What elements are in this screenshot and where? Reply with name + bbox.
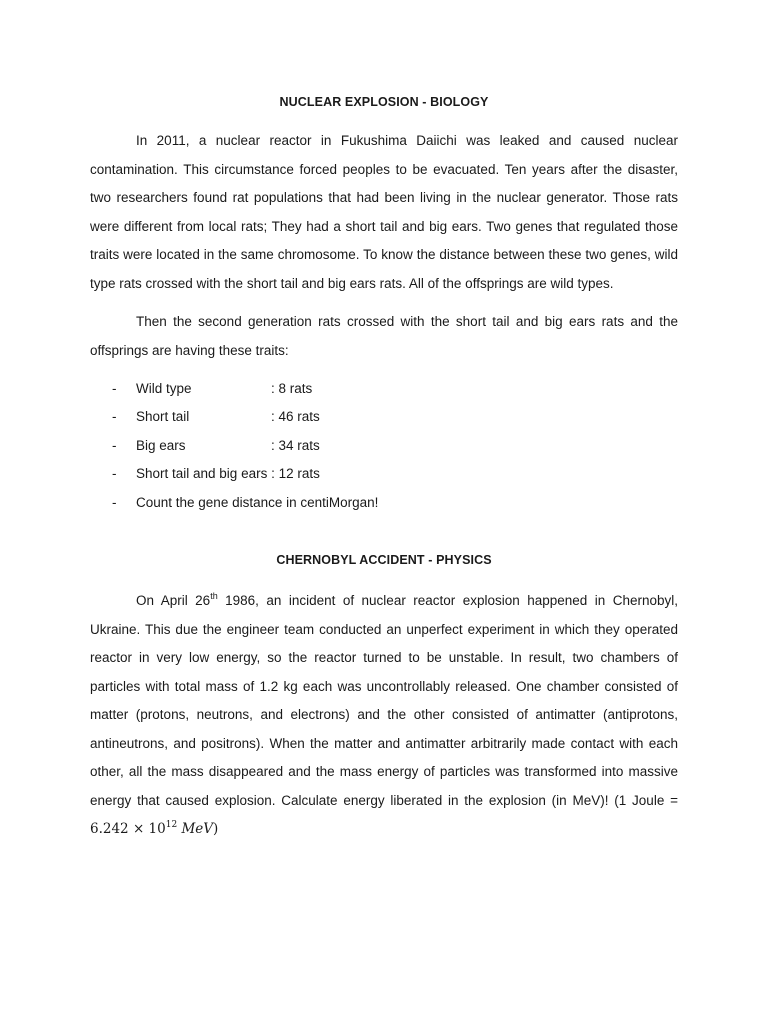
list-item	[90, 432, 678, 460]
trait-label: Short tail	[136, 409, 190, 425]
trait-label: Big ears	[136, 437, 186, 453]
combined-trait: Short tail and big ears : 12 rats	[136, 466, 320, 482]
list-dash: -	[112, 381, 117, 396]
formula-unit: MeV	[181, 821, 214, 837]
trait-count: : 8 rats	[271, 381, 313, 396]
biology-heading: NUCLEAR EXPLOSION - BIOLOGY	[279, 95, 489, 109]
trait-count: : 34 rats	[271, 437, 320, 453]
list-item	[90, 403, 678, 431]
energy-conversion-formula	[90, 821, 218, 837]
formula-close: )	[213, 821, 219, 837]
formula-exponent: 12	[165, 820, 178, 830]
trait-label: Wild type	[136, 381, 192, 396]
physics-paragraph	[90, 587, 678, 844]
paragraph-body: 1986, an incident of nuclear reactor explosion happened in Chernobyl, Ukraine. This due the engineer team conducted an unperfect experiment in which they operated reactor in very low energy, so the reactor turned to be unstable. In result, two chambers of particles with total mass of 1.2 kg each was uncontrollably released. One chamber consisted of matter (protons, neutrons, and electrons) and the other consisted of antimatter (antiprotons, antineutrons, and positrons). When the matter and antimatter arbitrarily made contact with each other, all the mass disappeared and the mass energy of particles was transformed into massive energy that caused explosion. Calculate energy liberated in the explosion (in MeV)! (1 Joule =	[90, 593, 678, 808]
list-dash: -	[112, 494, 117, 510]
list-item	[90, 460, 678, 488]
biology-paragraph-2: Then the second generation rats crossed with the short tail and big ears rats and the offsprings are having these traits:	[90, 314, 678, 358]
list-dash: -	[112, 437, 117, 453]
ordinal-superscript: th	[210, 591, 218, 601]
paragraph-start: On April 26	[136, 593, 211, 608]
list-item	[90, 375, 678, 403]
trait-count: : 46 rats	[271, 409, 320, 425]
biology-paragraph-1: In 2011, a nuclear reactor in Fukushima Daiichi was leaked and caused nuclear contamination. This circumstance forced peoples to be evacuated. Ten years after the disaster, two researchers found rat populations that had been living in the nuclear generator. Those rats were different from local rats; They had a short tail and big ears. Two genes that regulated those traits were located in the same chromosome. To know the distance between these two genes, wild type rats crossed with the short tail and big ears rats. All of the offsprings are wild types.	[90, 133, 678, 291]
physics-heading: CHERNOBYL ACCIDENT - PHYSICS	[276, 553, 492, 567]
list-dash: -	[112, 409, 117, 425]
trait-list	[90, 375, 678, 517]
biology-question: Count the gene distance in centiMorgan!	[136, 494, 379, 510]
formula-base: 6.242 × 10	[90, 821, 166, 837]
list-dash: -	[112, 466, 117, 482]
list-item	[90, 489, 678, 517]
